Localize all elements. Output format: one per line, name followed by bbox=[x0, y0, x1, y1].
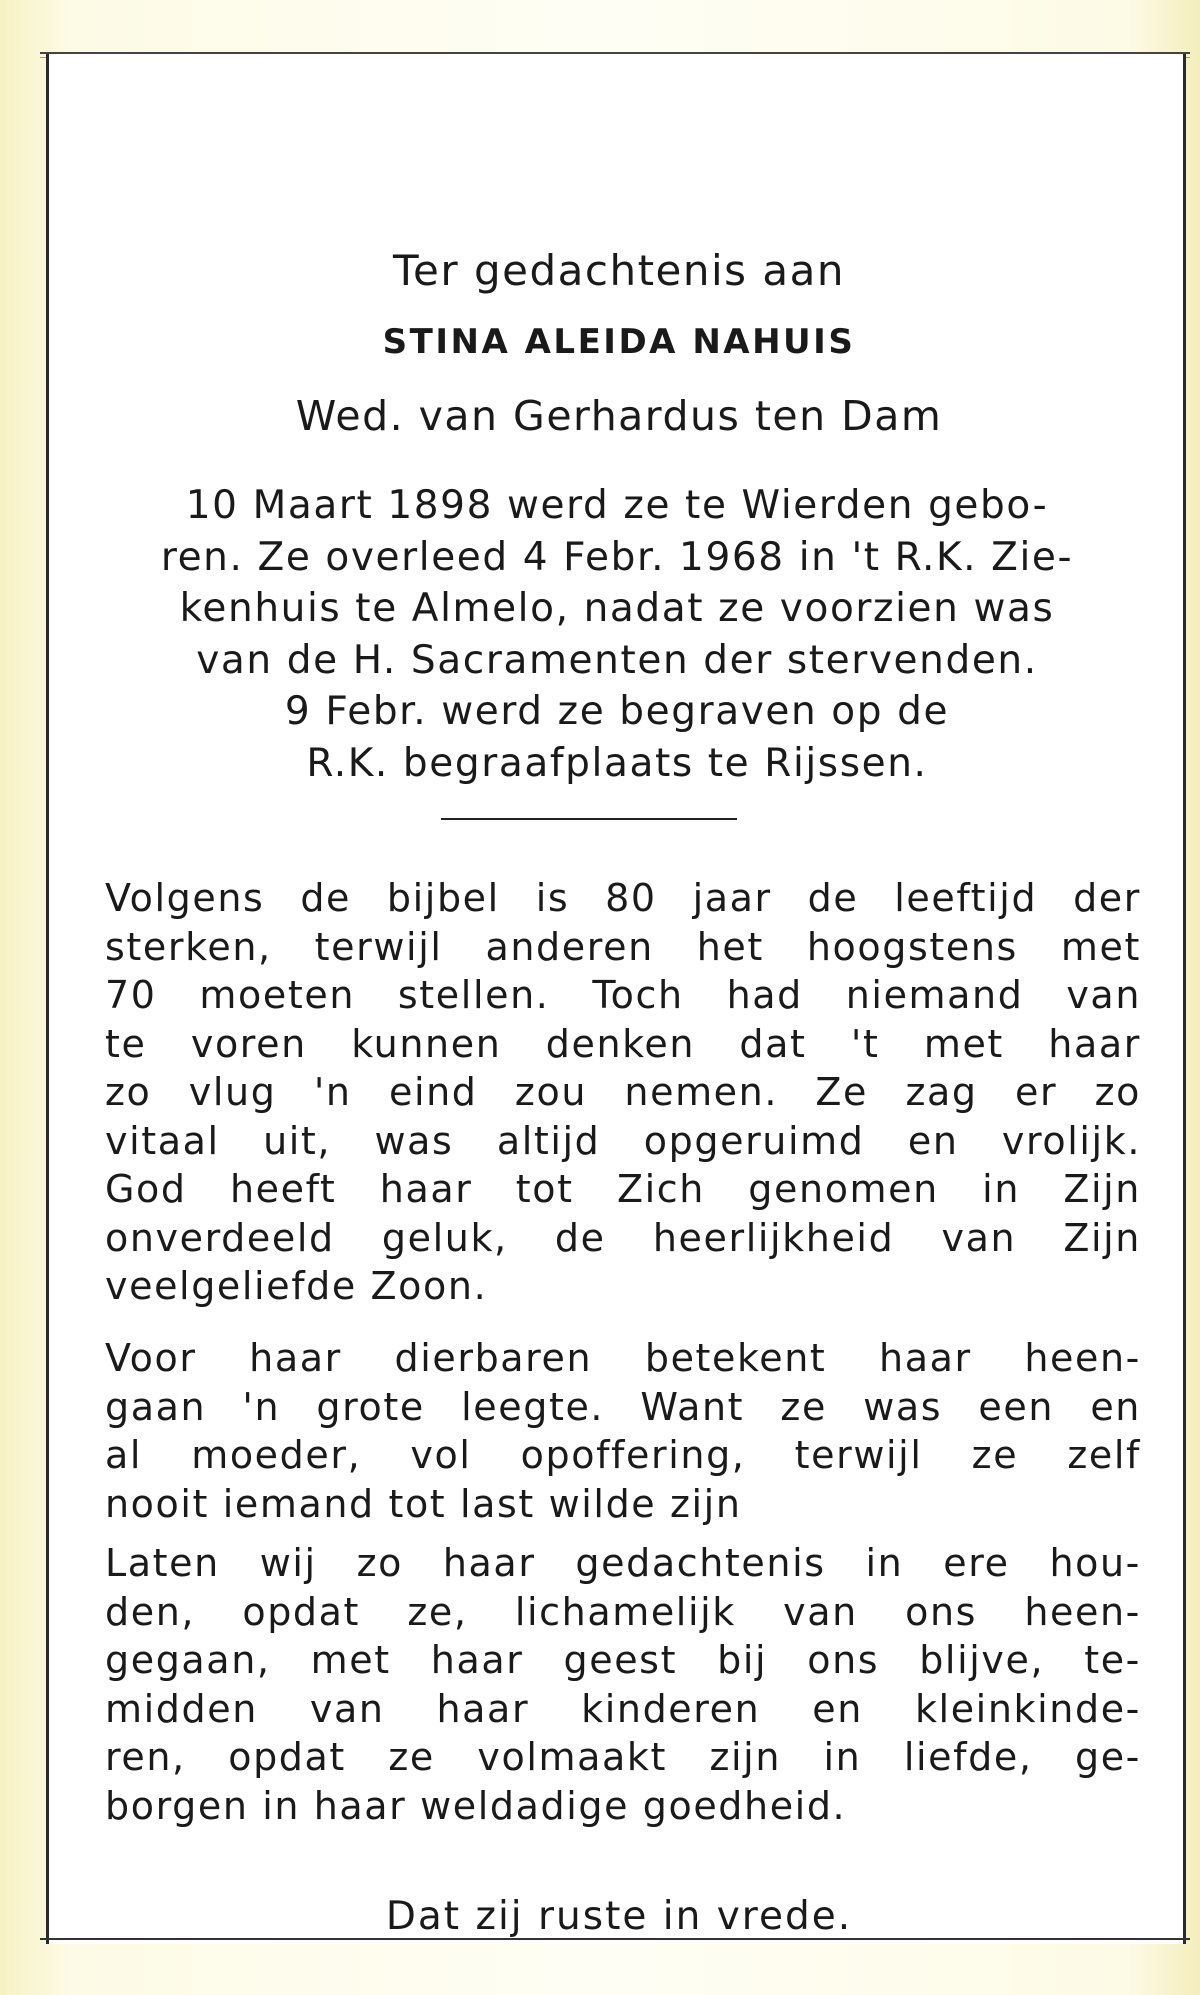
bio-line: kenhuis te Almelo, nadat ze voorzien was bbox=[179, 586, 1055, 631]
paragraph-2 bbox=[105, 1334, 1141, 1528]
bio-line: 10 Maart 1898 werd ze te Wierden gebo- bbox=[185, 483, 1049, 528]
text-line: ren, opdat ze volmaakt zijn in liefde, ge- bbox=[105, 1735, 1141, 1779]
widow-of-line: Wed. van Gerhardus ten Dam bbox=[295, 392, 943, 440]
bio-line: ren. Ze overleed 4 Febr. 1968 in 't R.K. Zie- bbox=[160, 534, 1074, 580]
deceased-name: STINA ALEIDA NAHUIS bbox=[382, 322, 856, 362]
text-line: veelgeliefde Zoon. bbox=[105, 1264, 488, 1308]
paragraph-3 bbox=[105, 1539, 1141, 1830]
text-line: God heeft haar tot Zich genomen in Zijn bbox=[105, 1167, 1141, 1211]
biography-block bbox=[79, 480, 1155, 789]
text-line: 70 moeten stellen. Toch had niemand van bbox=[105, 973, 1141, 1017]
text-line: gaan 'n grote leegte. Want ze was een en bbox=[105, 1384, 1141, 1429]
text-line: zo vlug 'n eind zou nemen. Ze zag er zo bbox=[105, 1070, 1141, 1114]
text-line: sterken, terwijl anderen het hoogstens met bbox=[105, 924, 1141, 969]
text-line: den, opdat ze, lichamelijk van ons heen- bbox=[105, 1589, 1141, 1634]
text-line: midden van haar kinderen en kleinkinde- bbox=[105, 1686, 1141, 1731]
memorial-card bbox=[46, 54, 1186, 1944]
bio-line: van de H. Sacramenten der stervenden. bbox=[196, 637, 1038, 683]
paragraph-1 bbox=[105, 874, 1141, 1311]
text-line: borgen in haar weldadige goedheid. bbox=[105, 1783, 847, 1828]
text-line: Voor haar dierbaren betekent haar heen- bbox=[105, 1336, 1141, 1380]
closing-line: Dat zij ruste in vrede. bbox=[385, 1894, 853, 1939]
text-line: al moeder, vol opoffering, terwijl ze zelf bbox=[105, 1433, 1141, 1477]
text-line: Volgens de bijbel is 80 jaar de leeftijd der bbox=[105, 876, 1141, 920]
text-line: nooit iemand tot last wilde zijn bbox=[105, 1481, 742, 1526]
section-divider bbox=[441, 818, 737, 820]
bio-line: 9 Febr. werd ze begraven op de bbox=[284, 689, 950, 734]
text-line: te voren kunnen denken dat 't met haar bbox=[105, 1021, 1141, 1066]
card-bottom-edge bbox=[40, 1938, 1190, 1944]
text-line: gegaan, met haar geest bij ons blijve, te- bbox=[105, 1638, 1141, 1682]
intro-line: Ter gedachtenis aan bbox=[392, 246, 845, 295]
text-line: vitaal uit, was altijd opgeruimd en vrolijk. bbox=[105, 1118, 1141, 1163]
text-line: onverdeeld geluk, de heerlijkheid van Zijn bbox=[105, 1215, 1141, 1260]
bio-line: R.K. begraafplaats te Rijssen. bbox=[306, 740, 928, 786]
text-line: Laten wij zo haar gedachtenis in ere hou- bbox=[105, 1541, 1141, 1585]
